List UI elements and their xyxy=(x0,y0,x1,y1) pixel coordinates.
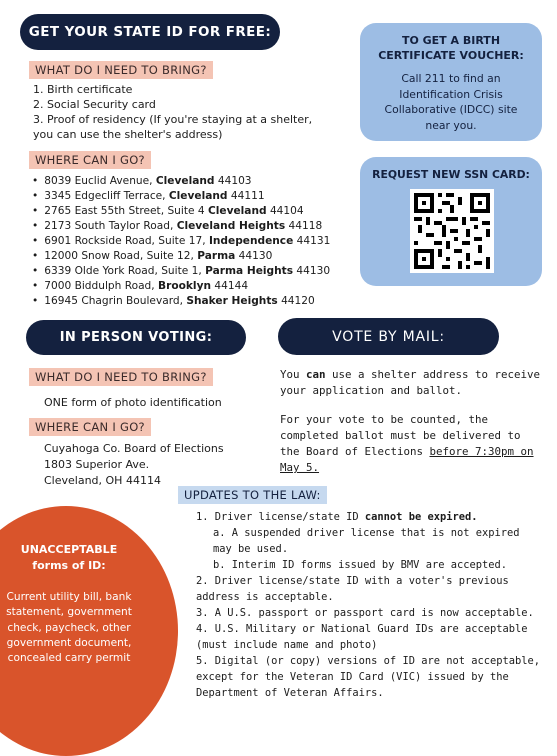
unacceptable-body: Current utility bill, bank statement, government check, paycheck, other government document, concealed carry permit xyxy=(6,591,132,665)
vote-by-mail-heading-text: VOTE BY MAIL: xyxy=(332,328,445,345)
location-item: • 2173 South Taylor Road, Cleveland Heights 44118 xyxy=(32,219,362,234)
qr-code-icon xyxy=(410,189,494,273)
birth-voucher-card xyxy=(360,23,542,141)
law-item: 5. Digital (or copy) versions of ID are not acceptable, except for the Veteran ID Card (VIC) issued by the Department of Veteran Affairs. xyxy=(196,655,541,699)
bring-item: 1. Birth certificate xyxy=(33,83,133,96)
state-id-where-label: WHERE CAN I GO? xyxy=(29,151,151,169)
state-id-heading-text: GET YOUR STATE ID FOR FREE: xyxy=(28,24,272,40)
unacceptable-title: UNACCEPTABLE forms of ID: xyxy=(20,543,118,572)
address-line: 1803 Superior Ave. xyxy=(44,458,150,471)
birth-voucher-title: TO GET A BIRTH CERTIFICATE VOUCHER: xyxy=(378,34,524,62)
ssn-card xyxy=(360,157,542,286)
law-label: UPDATES TO THE LAW: xyxy=(178,486,327,504)
location-item: • 6339 Olde York Road, Suite 1, Parma Heights 44130 xyxy=(32,264,362,279)
location-list xyxy=(32,174,362,309)
bring-item: 3. Proof of residency (If you're staying at a shelter, xyxy=(33,113,313,126)
location-item: • 6901 Rockside Road, Suite 17, Independence 44131 xyxy=(32,234,362,249)
law-subitem: b. Interim ID forms issued by BMV are accepted. xyxy=(213,559,508,571)
location-item: • 8039 Euclid Avenue, Cleveland 44103 xyxy=(32,174,362,189)
in-person-heading-text: IN PERSON VOTING: xyxy=(59,330,213,345)
location-item: • 16945 Chagrin Boulevard, Shaker Heights 44120 xyxy=(32,294,362,309)
law-subitem: a. A suspended driver license that is not expired may be used. xyxy=(213,527,520,555)
law-item: 4. U.S. Military or National Guard IDs are acceptable (must include name and photo) xyxy=(196,623,528,651)
location-item: • 3345 Edgecliff Terrace, Cleveland 44111 xyxy=(32,189,362,204)
unacceptable-circle xyxy=(0,506,178,756)
bring-item: you can use the shelter's address) xyxy=(33,128,223,141)
bring-item: 2. Social Security card xyxy=(33,98,156,111)
address-line: Cleveland, OH 44114 xyxy=(44,474,161,487)
location-item: • 12000 Snow Road, Suite 12, Parma 44130 xyxy=(32,249,362,264)
law-item: 1. Driver license/state ID cannot be expired. xyxy=(196,511,478,523)
law-item: 3. A U.S. passport or passport card is now acceptable. xyxy=(196,607,534,619)
state-id-heading xyxy=(20,14,280,50)
ssn-qr-code[interactable] xyxy=(410,189,494,273)
in-person-bring-text: ONE form of photo identification xyxy=(44,396,222,409)
in-person-heading xyxy=(26,320,246,355)
mail-paragraph-2: For your vote to be counted, the completed ballot must be delivered to the Board of Elections before 7:30pm on May 5. xyxy=(280,413,534,474)
in-person-bring-label: WHAT DO I NEED TO BRING? xyxy=(29,368,213,386)
state-id-bring-list xyxy=(33,82,343,142)
state-id-bring-label: WHAT DO I NEED TO BRING? xyxy=(29,61,213,79)
ssn-title: REQUEST NEW SSN CARD: xyxy=(372,168,530,181)
birth-voucher-body: Call 211 to find an Identification Crisis Collaborative (IDCC) site near you. xyxy=(384,72,518,132)
in-person-where-label: WHERE CAN I GO? xyxy=(29,418,151,436)
board-address xyxy=(44,441,224,489)
location-item: • 2765 East 55th Street, Suite 4 Cleveland 44104 xyxy=(32,204,362,219)
law-item: 2. Driver license/state ID with a voter's previous address is acceptable. xyxy=(196,575,509,603)
mail-paragraph-1: You can use a shelter address to receive your application and ballot. xyxy=(280,368,541,397)
address-line: Cuyahoga Co. Board of Elections xyxy=(44,442,224,455)
location-item: • 7000 Biddulph Road, Brooklyn 44144 xyxy=(32,279,362,294)
law-list xyxy=(196,509,541,701)
vote-by-mail-heading xyxy=(278,318,499,355)
